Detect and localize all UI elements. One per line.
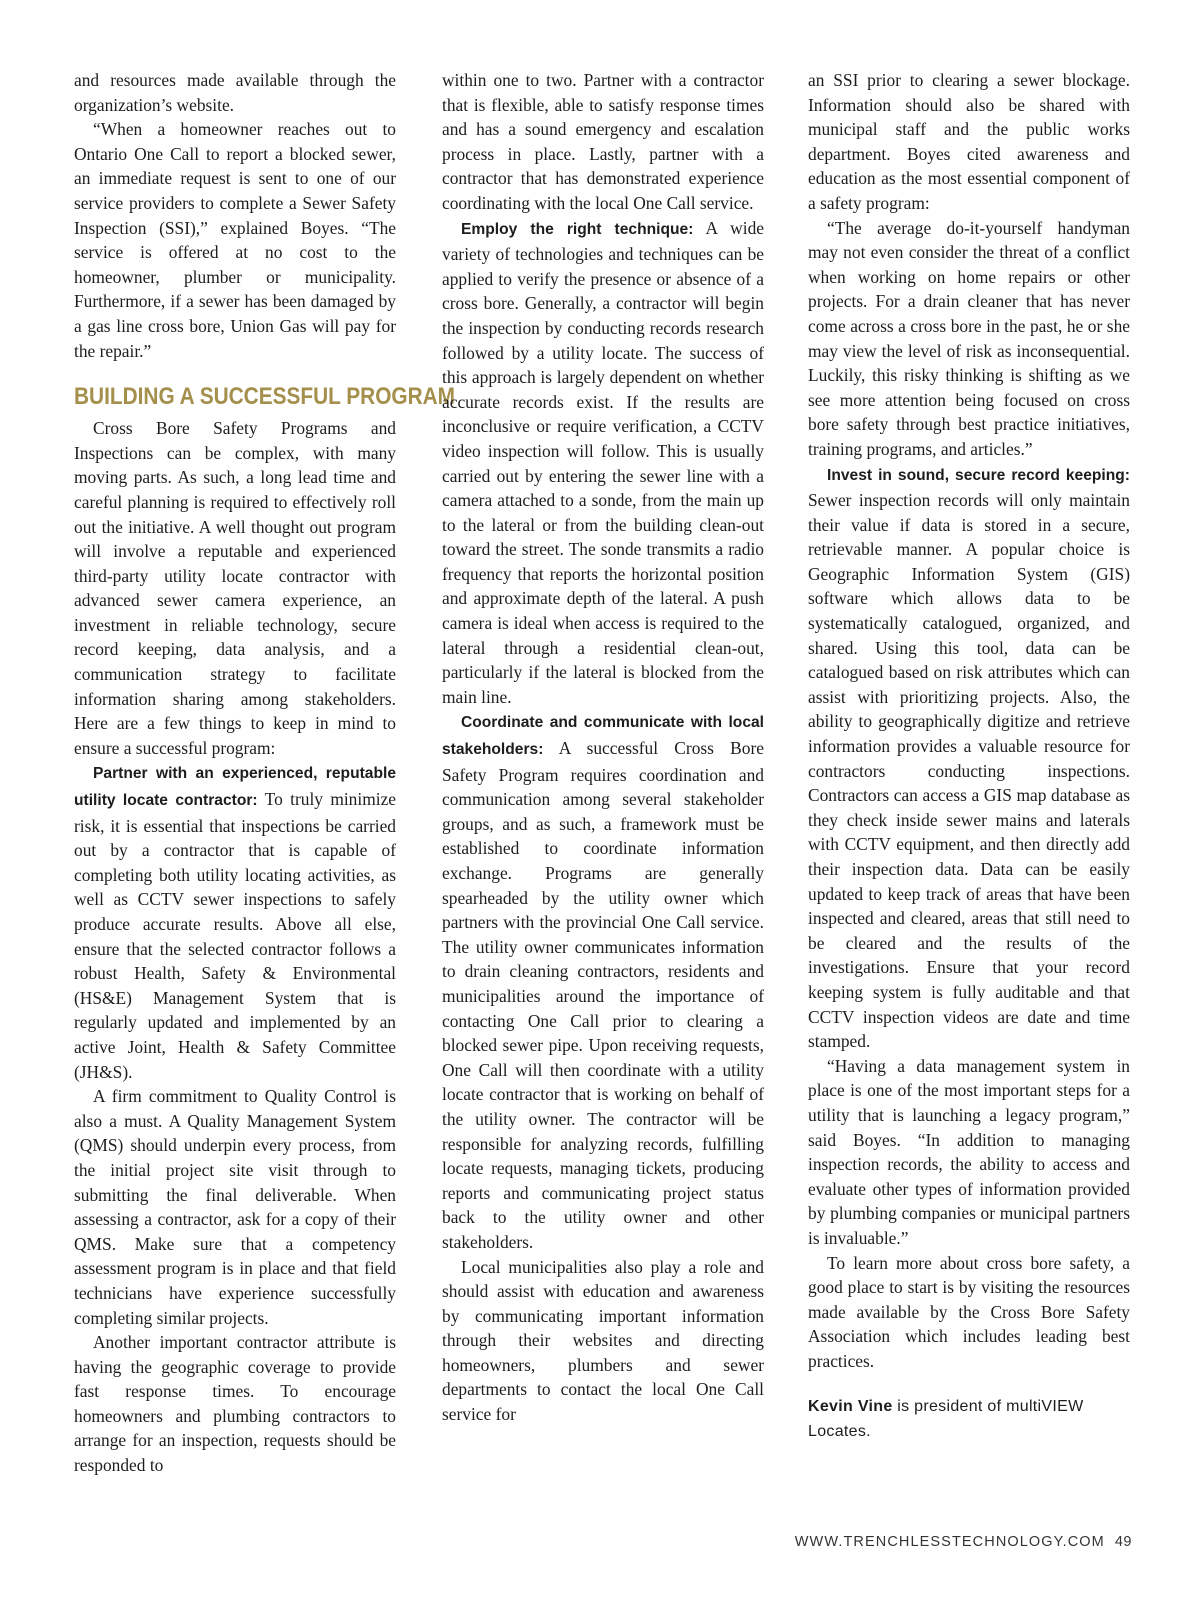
paragraph: “When a homeowner reaches out to Ontario One Call to report a blocked sewer, an immediate request is sent to one of our service providers to complete a Sewer Safety Inspection (SSI),” explained Boyes. “The service is offered at no cost to the homeowner, plumber or municipality. Furthermore, if a sewer has been damaged by a gas line cross bore, Union Gas will pay for the repair.” (74, 119, 396, 361)
paragraph (442, 709, 764, 1254)
author-byline (808, 1395, 1130, 1444)
author-bio: is president of multiVIEW Locates. (808, 1398, 1084, 1441)
paragraph-body: A successful Cross Bore Safety Program requires coordination and communication among several stakeholder groups, and as such, a framework must be established to coordinate information exchange. Programs are generally spearheaded by the utility owner which partners with the provincial One Call service. The utility owner communicates information to drain cleaning contractors, residents and municipalities around the importance of contacting One Call prior to clearing a blocked sewer pipe. Upon receiving requests, One Call will then coordinate with a utility locate contractor that is working on behalf of the utility owner. The contractor will be responsible for analyzing records, fulfilling locate requests, managing tickets, producing reports and communicating project status back to the utility owner and other stakeholders. (442, 738, 764, 1252)
article-column-2 (442, 68, 764, 1427)
paragraph (74, 760, 396, 1084)
paragraph-body: To truly minimize risk, it is essential that inspections be carried out by a contractor that is capable of completing both utility locating activities, as well as CCTV sewer inspections to safely produce accurate results. Above all else, ensure that the selected contractor follows a robust Health, Safety & Environmental (HS&E) Management System that is regularly updated and implemented by an active Joint, Health & Safety Committee (JH&S). (74, 789, 397, 1082)
paragraph: within one to two. Partner with a contractor that is flexible, able to satisfy response times and has a sound emergency and escalation process in place. Lastly, partner with a contractor that has demonstrated experience coordinating with the local One Call service. (442, 70, 764, 213)
paragraph (808, 462, 1130, 1054)
paragraph: Another important contractor attribute is having the geographic coverage to provide fast response times. To encourage homeowners and plumbing contractors to arrange for an inspection, requests should be responded to (74, 1332, 396, 1476)
paragraph-lead-in: Coordinate and communicate with local stakeholders: (442, 714, 764, 759)
paragraph: Local municipalities also play a role and should assist with education and awareness by communicating important information through their websites and directing homeowners, plumbers and sewer departments to contact the local One Call service for (442, 1256, 764, 1425)
section-heading: BUILDING A SUCCESSFUL PROGRAM (74, 383, 456, 411)
page-footer (795, 1534, 1132, 1550)
paragraph: and resources made available through the organization’s website. (74, 70, 396, 115)
paragraph-lead-in: Employ the right technique: (461, 220, 694, 238)
paragraph: To learn more about cross bore safety, a good place to start is by visiting the resources made available by the Cross Bore Safety Association which includes leading best practices. (808, 1252, 1130, 1371)
paragraph-lead-in: Invest in sound, secure record keeping: (827, 466, 1130, 484)
paragraph-body: A wide variety of technologies and techniques can be applied to verify the presence or absence of a cross bore. Generally, a contractor will begin the inspection by conducting records research followed by a utility locate. The success of this approach is largely dependent on whether accurate records exist. If the results are inconclusive or require verification, a CCTV video inspection will follow. This is usually carried out by entering the sewer line with a camera attached to a sonde, from the main up to the lateral or from the building clean-out toward the street. The sonde transmits a radio frequency that reports the horizontal position and approximate depth of the lateral. A push camera is ideal when access is required to the lateral through a residential clean-out, particularly if the lateral is blocked from the main line. (442, 217, 764, 707)
paragraph-body: Sewer inspection records will only maintain their value if data is stored in a secure, retrievable manner. A popular choice is Geographic Information System (GIS) software which allows data to be systematically catalogued, organized, and shared. Using this tool, data can be catalogued based on risk attributes which can assist with prioritizing projects. Also, the ability to geographically digitize and retrieve information provides a valuable resource for contractors conducting inspections. Contractors can access a GIS map database as they check inside sewer mains and laterals with CCTV equipment, and then directly add their inspection data. Data can be easily updated to keep track of areas that have been inspected and cleared, areas that still need to be cleared and the results of the investigations. Ensure that your record keeping system is fully auditable and that CCTV inspection videos are date and time stamped. (808, 490, 1130, 1052)
paragraph: Cross Bore Safety Programs and Inspections can be complex, with many moving parts. As such, a long lead time and careful planning is required to effectively roll out the initiative. A well thought out program will involve a reputable and experienced third-party utility locate contractor with advanced sewer camera experience, an investment in reliable technology, secure record keeping, data analysis, and a communication strategy to facilitate information sharing among stakeholders. Here are a few things to keep in mind to ensure a successful program: (74, 418, 396, 758)
paragraph: A firm commitment to Quality Control is also a must. A Quality Management System (QMS) should underpin every process, from the initial project site visit through to submitting the final deliverable. When assessing a contractor, ask for a copy of their QMS. Make sure that a competency assessment program is in place and that field technicians have experience successfully completing similar projects. (74, 1086, 396, 1328)
page-number: 49 (1114, 1534, 1132, 1550)
website-url: WWW.TRENCHLESSTECHNOLOGY.COM (794, 1534, 1105, 1550)
author-name: Kevin Vine (808, 1398, 893, 1416)
article-column-1 (74, 68, 456, 1478)
paragraph: “Having a data management system in place is one of the most important steps for a utility that is launching a legacy program,” said Boyes. “In addition to managing inspection records, the ability to access and evaluate other types of information provided by plumbing companies or municipal partners is invaluable.” (808, 1055, 1130, 1248)
paragraph-lead-in: Partner with an experienced, reputable utility locate contractor: (74, 765, 396, 810)
article-column-3 (808, 68, 1130, 1445)
paragraph: an SSI prior to clearing a sewer blockage. Information should also be shared with municipal staff and the public works department. Boyes cited awareness and education as the most essential component of a safety program: (808, 70, 1130, 213)
paragraph (442, 216, 764, 710)
paragraph: “The average do-it-yourself handyman may not even consider the threat of a conflict when working on home repairs or other projects. For a drain cleaner that has never come across a cross bore in the past, he or she may view the level of risk as inconsequential. Luckily, this risky thinking is shifting as we see more attention being focused on cross bore safety through best practice initiatives, training programs, and articles.” (808, 217, 1130, 459)
